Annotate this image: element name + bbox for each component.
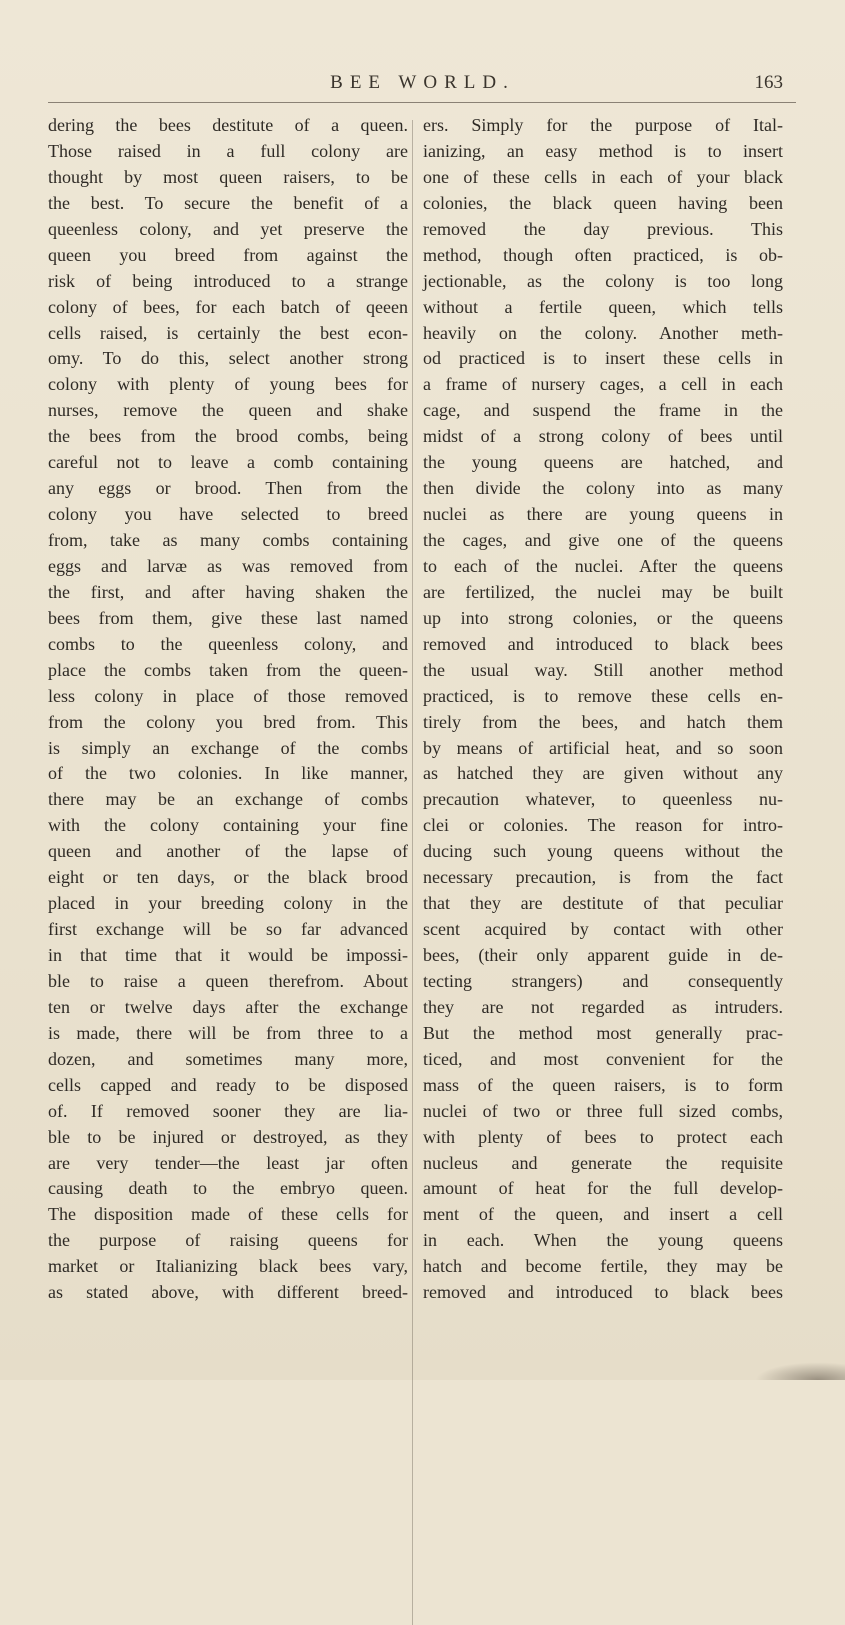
- text-line: queen you breed from against the: [48, 244, 408, 265]
- text-line: midst of a strong colony of bees until: [423, 426, 783, 447]
- header-rule: [48, 102, 796, 103]
- text-line: queenless colony, and yet preserve the: [48, 218, 408, 239]
- text-line: colony of bees, for each batch of qeeen: [48, 296, 408, 317]
- text-line: nuclei of two or three full sized combs,: [423, 1100, 783, 1121]
- text-line: removed and introduced to black bees: [423, 1282, 783, 1303]
- text-line: thought by most queen raisers, to be: [48, 166, 408, 187]
- text-line: eight or ten days, or the black brood: [48, 867, 408, 888]
- text-line: they are not regarded as intruders.: [423, 996, 783, 1017]
- text-line: in each. When the young queens: [423, 1230, 783, 1251]
- text-line: colony you have selected to breed: [48, 504, 408, 525]
- text-line: cage, and suspend the frame in the: [423, 400, 783, 421]
- text-line: tirely from the bees, and hatch them: [423, 711, 783, 732]
- text-line: amount of heat for the full develop-: [423, 1178, 783, 1199]
- text-line: to each of the nuclei. After the queens: [423, 555, 783, 576]
- page-header: [0, 72, 845, 102]
- text-line: ment of the queen, and insert a cell: [423, 1204, 783, 1225]
- text-line: ers. Simply for the purpose of Ital-: [423, 115, 783, 135]
- text-line: then divide the colony into as many: [423, 478, 783, 499]
- text-line: jectionable, as the colony is too long: [423, 270, 783, 291]
- text-line: mass of the queen raisers, is to form: [423, 1074, 783, 1095]
- text-line: one of these cells in each of your black: [423, 166, 783, 187]
- text-line: are fertilized, the nuclei may be built: [423, 581, 783, 602]
- text-line: from, take as many combs containing: [48, 530, 408, 550]
- text-line: colony with plenty of young bees for: [48, 374, 408, 395]
- text-line: there may be an exchange of combs: [48, 789, 408, 810]
- text-line: of. If removed sooner they are lia-: [48, 1100, 408, 1121]
- text-line: Those raised in a full colony are: [48, 140, 408, 161]
- text-line: precaution whatever, to queenless nu-: [423, 789, 783, 810]
- text-line: up into strong colonies, or the queens: [423, 607, 783, 628]
- text-line: tecting strangers) and consequently: [423, 970, 783, 991]
- text-line: The disposition made of these cells for: [48, 1204, 408, 1225]
- text-line: is simply an exchange of the combs: [48, 737, 408, 758]
- text-line: that they are destitute of that peculiar: [423, 893, 783, 914]
- page-stain: [755, 1362, 845, 1380]
- text-line: cells raised, is certainly the best econ-: [48, 322, 408, 343]
- column-divider: [412, 120, 414, 1625]
- text-line: are very tender—the least jar often: [48, 1152, 408, 1173]
- text-line: ble to raise a queen therefrom. About: [48, 970, 408, 991]
- text-line: the best. To secure the benefit of a: [48, 192, 408, 213]
- text-line: with the colony containing your fine: [48, 815, 408, 836]
- page-number: 163: [754, 72, 783, 93]
- text-line: bees, (their only apparent guide in de-: [423, 945, 783, 965]
- text-line: ducing such young queens without the: [423, 841, 783, 862]
- text-line: careful not to leave a comb containing: [48, 452, 408, 473]
- text-line: first exchange will be so far advanced: [48, 919, 408, 940]
- text-line: a frame of nursery cages, a cell in each: [423, 374, 783, 395]
- right-column: [423, 113, 783, 1306]
- text-line: ten or twelve days after the exchange: [48, 996, 408, 1017]
- text-line: nuclei as there are young queens in: [423, 504, 783, 525]
- text-line: ble to be injured or destroyed, as they: [48, 1126, 408, 1147]
- text-line: scent acquired by contact with other: [423, 919, 783, 940]
- text-line: eggs and larvæ as was removed from: [48, 555, 408, 576]
- text-line: nucleus and generate the requisite: [423, 1152, 783, 1173]
- text-line: combs to the queenless colony, and: [48, 633, 408, 654]
- text-line: dering the bees destitute of a queen.: [48, 115, 408, 135]
- text-line: ticed, and most convenient for the: [423, 1048, 783, 1069]
- text-line: the usual way. Still another method: [423, 659, 783, 680]
- text-line: clei or colonies. The reason for intro-: [423, 815, 783, 836]
- text-line: less colony in place of those removed: [48, 685, 408, 706]
- text-line: with plenty of bees to protect each: [423, 1126, 783, 1147]
- text-line: od practiced is to insert these cells in: [423, 348, 783, 369]
- text-line: heavily on the colony. Another meth-: [423, 322, 783, 343]
- text-line: necessary precaution, is from the fact: [423, 867, 783, 888]
- text-line: the bees from the brood combs, being: [48, 426, 408, 447]
- text-line: the first, and after having shaken the: [48, 581, 408, 602]
- text-line: risk of being introduced to a strange: [48, 270, 408, 291]
- text-line: without a fertile queen, which tells: [423, 296, 783, 317]
- left-column: [48, 113, 408, 1306]
- text-line: removed and introduced to black bees: [423, 633, 783, 654]
- text-line: the cages, and give one of the queens: [423, 530, 783, 550]
- text-line: the purpose of raising queens for: [48, 1230, 408, 1251]
- text-line: of the two colonies. In like manner,: [48, 763, 408, 784]
- text-line: place the combs taken from the queen-: [48, 659, 408, 680]
- text-line: dozen, and sometimes many more,: [48, 1048, 408, 1069]
- text-line: removed the day previous. This: [423, 218, 783, 239]
- text-line: colonies, the black queen having been: [423, 192, 783, 213]
- text-line: ianizing, an easy method is to insert: [423, 140, 783, 161]
- text-line: omy. To do this, select another strong: [48, 348, 408, 369]
- text-line: bees from them, give these last named: [48, 607, 408, 628]
- running-head: BEE WORLD.: [330, 72, 515, 93]
- text-line: from the colony you bred from. This: [48, 711, 408, 732]
- text-line: placed in your breeding colony in the: [48, 893, 408, 914]
- text-line: is made, there will be from three to a: [48, 1022, 408, 1043]
- text-line: the young queens are hatched, and: [423, 452, 783, 473]
- text-line: queen and another of the lapse of: [48, 841, 408, 862]
- text-line: causing death to the embryo queen.: [48, 1178, 408, 1199]
- text-line: practiced, is to remove these cells en-: [423, 685, 783, 706]
- text-line: any eggs or brood. Then from the: [48, 478, 408, 499]
- text-line: in that time that it would be impossi-: [48, 945, 408, 965]
- text-line: method, though often practiced, is ob-: [423, 244, 783, 265]
- text-line: But the method most generally prac-: [423, 1022, 783, 1043]
- text-line: market or Italianizing black bees vary,: [48, 1256, 408, 1277]
- text-line: cells capped and ready to be disposed: [48, 1074, 408, 1095]
- text-line: nurses, remove the queen and shake: [48, 400, 408, 421]
- text-line: as stated above, with different breed-: [48, 1282, 408, 1303]
- text-line: by means of artificial heat, and so soon: [423, 737, 783, 758]
- text-line: hatch and become fertile, they may be: [423, 1256, 783, 1277]
- text-line: as hatched they are given without any: [423, 763, 783, 784]
